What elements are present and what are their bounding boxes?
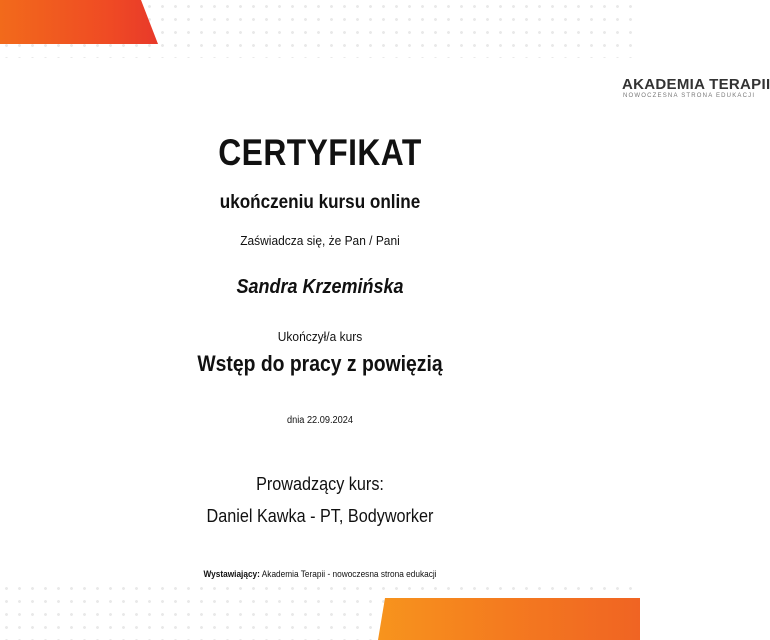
orange-corner-decoration-top xyxy=(0,0,158,44)
completion-date: dnia 22.09.2024 xyxy=(286,415,353,426)
issuer-label: Wystawiający: xyxy=(203,569,260,579)
logo-subtext: NOWOCZESNA STRONA EDUKACJI xyxy=(623,93,756,99)
akademia-terapii-logo xyxy=(622,76,770,102)
issuer-line xyxy=(26,569,615,579)
instructor-name: Daniel Kawka - PT, Bodyworker xyxy=(206,506,434,526)
certificate-title: CERTYFIKAT xyxy=(218,132,422,173)
completed-course-label: Ukończył/a kurs xyxy=(277,329,363,344)
instructor-label: Prowadzący kurs: xyxy=(256,474,384,494)
certificate-subtitle: ukończeniu kursu online xyxy=(219,192,421,213)
attestation-text: Zaświadcza się, że Pan / Pani xyxy=(240,233,400,248)
logo-text: AKADEMIA TERAPII xyxy=(622,76,770,93)
orange-corner-decoration-bottom xyxy=(378,598,640,640)
participant-name: Sandra Krzemińska xyxy=(236,276,404,298)
course-name: Wstęp do pracy z powięzią xyxy=(197,351,443,376)
issuer-value: Akademia Terapii - nowoczesna strona edukacji xyxy=(261,569,437,579)
